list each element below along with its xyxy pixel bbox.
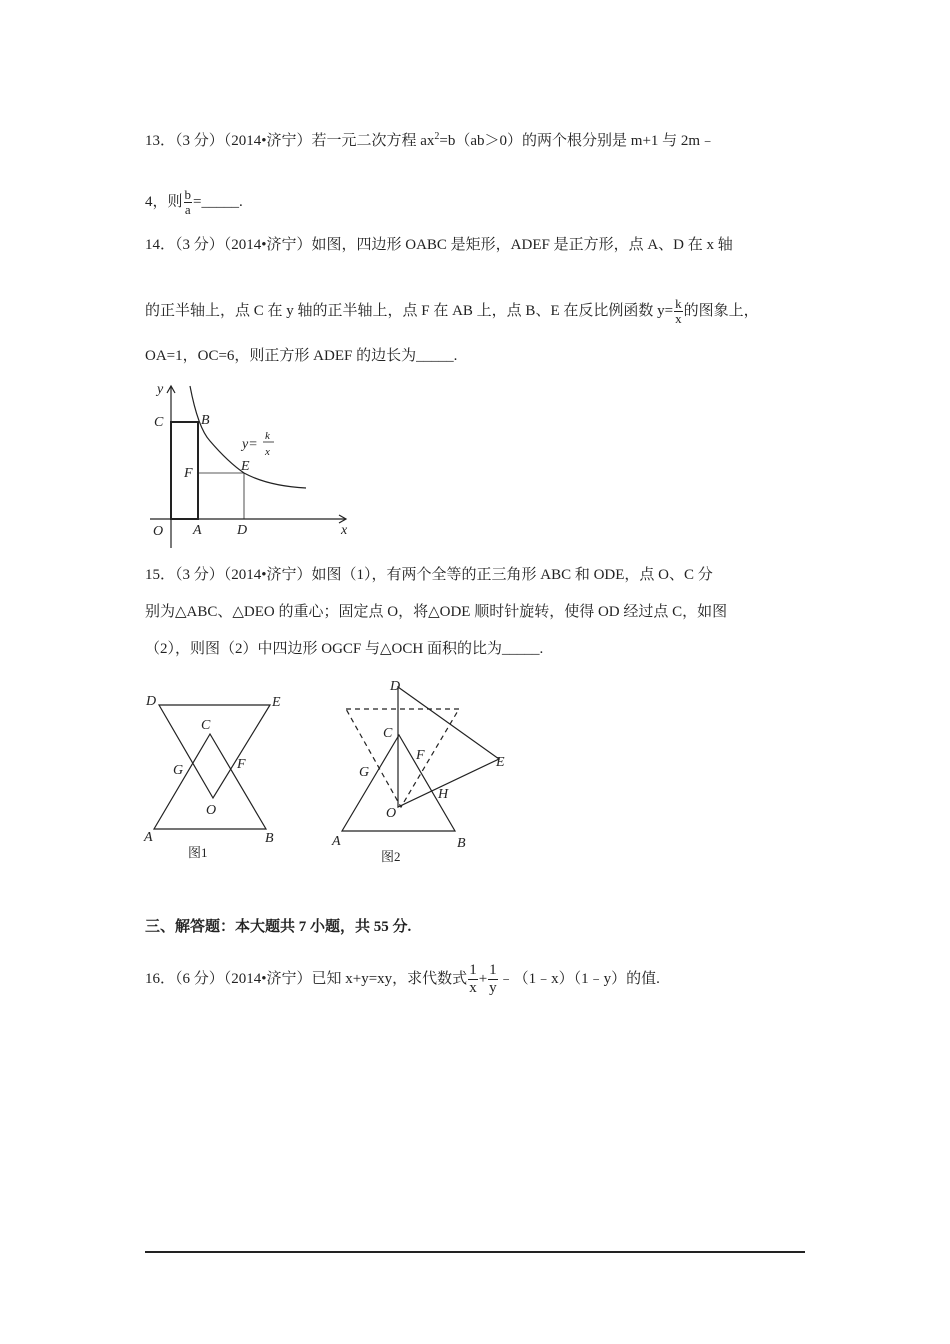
q13-exponent: 2 xyxy=(434,131,440,142)
q15-figure-2 xyxy=(325,675,525,865)
q13-answer-blank[interactable]: _____ xyxy=(201,193,239,210)
q14-line2-pre: 的正半轴上，点 C 在 y 轴的正半轴上，点 F 在 AB 上，点 B、E 在反比例函数 y= xyxy=(145,302,674,319)
q14-label-e: E xyxy=(241,459,250,474)
q13-line2-pre: 4，则 xyxy=(145,193,183,210)
q14-label-o: O xyxy=(153,524,164,539)
q15-line3 xyxy=(145,639,543,659)
q13-text-a: 13．（3 分）（2014•济宁）若一元二次方程 ax xyxy=(145,133,435,149)
q16-fraction-1-over-y xyxy=(488,962,498,997)
q16-fraction-1-over-x xyxy=(468,962,478,997)
q14-func-y: y= xyxy=(242,437,258,452)
q14-answer-blank[interactable]: _____ xyxy=(416,348,454,364)
q13-line2-post: = xyxy=(193,193,202,210)
fig2-label-h: H xyxy=(438,787,449,802)
fig1-label-e: E xyxy=(272,695,281,710)
fig2-label-a: A xyxy=(332,834,341,849)
q15-line1: 15．（3 分）（2014•济宁）如图（1），有两个全等的正三角形 ABC 和 ODE，点 O、C 分 xyxy=(145,567,713,583)
fig2-label-o: O xyxy=(386,806,397,821)
q14-label-c: C xyxy=(154,415,164,430)
q14-fraction-k-over-x xyxy=(674,297,683,326)
q14-line2 xyxy=(145,297,759,326)
fig2-label-b: B xyxy=(457,836,466,851)
q16-f1-num: 1 xyxy=(469,962,477,978)
section-3-title: 三、解答题：本大题共 7 小题，共 55 分. xyxy=(145,919,412,935)
q14-line1: 14．（3 分）（2014•济宁）如图，四边形 OABC 是矩形，ADEF 是正方形，点 A、D 在 x 轴 xyxy=(145,237,733,253)
q14-label-x: x xyxy=(341,523,348,538)
q14-line2-post: 的图象上， xyxy=(683,302,759,319)
q14-line3 xyxy=(145,346,457,366)
fig2-label-f: F xyxy=(416,748,425,763)
q15-line3-end: . xyxy=(539,641,544,657)
q14-frac-num: k xyxy=(675,296,682,311)
q14-frac-den: x xyxy=(675,311,682,326)
fig1-label-o: O xyxy=(206,803,217,818)
fig1-triangle-ode xyxy=(159,705,270,798)
q16-line xyxy=(145,962,660,997)
q14-func-k: k xyxy=(265,430,270,442)
q13-line2-end: . xyxy=(238,193,243,210)
q13-frac-num: b xyxy=(184,187,192,202)
q13-text-b: =b（ab＞0）的两个根分别是 m+1 与 2m﹣ xyxy=(439,133,716,149)
q14-figure xyxy=(140,378,360,553)
fig2-label-e: E xyxy=(496,755,505,770)
footer-rule xyxy=(145,1251,805,1253)
q14-label-d: D xyxy=(237,523,248,538)
fig1-label-g: G xyxy=(173,763,184,778)
q16-plus: + xyxy=(478,970,488,987)
q15-line2: 别为△ABC、△DEO 的重心；固定点 O，将△ODE 顺时针旋转，使得 OD 经过点 C，如图 xyxy=(145,604,728,620)
q16-f2-num: 1 xyxy=(489,962,497,978)
fig2-label-d: D xyxy=(390,679,401,694)
fig2-caption: 图2 xyxy=(381,849,401,864)
q16-f2-den: y xyxy=(489,980,497,996)
fig2-label-c: C xyxy=(383,726,393,741)
q15-line3-text: （2），则图（2）中四边形 OGCF 与△OCH 面积的比为 xyxy=(145,641,502,657)
q14-line3-end: . xyxy=(453,348,458,364)
q14-label-f: F xyxy=(184,466,193,481)
q14-label-a: A xyxy=(193,523,202,538)
fig1-label-a: A xyxy=(144,830,153,845)
q16-f1-den: x xyxy=(469,980,477,996)
q13-frac-den: a xyxy=(184,202,191,217)
fig2-triangle-ode-rotated xyxy=(398,687,499,807)
q15-figure-1 xyxy=(140,685,300,865)
q13-line1 xyxy=(145,127,715,151)
q16-post: ﹣（1﹣x）（1﹣y）的值. xyxy=(498,970,660,987)
q15-answer-blank[interactable]: _____ xyxy=(501,641,540,657)
q16-pre: 16．（6 分）（2014•济宁）已知 x+y=xy，求代数式 xyxy=(145,970,468,987)
q13-fraction-b-over-a xyxy=(184,188,193,217)
fig1-label-b: B xyxy=(265,831,274,846)
q14-func-x: x xyxy=(265,446,270,458)
fig1-caption: 图1 xyxy=(188,845,208,860)
q14-label-b: B xyxy=(201,413,210,428)
fig2-label-g: G xyxy=(359,765,370,780)
q14-label-y: y xyxy=(157,382,164,397)
fig1-label-f: F xyxy=(237,757,246,772)
fig1-label-d: D xyxy=(146,694,157,709)
q14-line3-text: OA=1，OC=6，则正方形 ADEF 的边长为 xyxy=(145,348,417,364)
fig1-label-c: C xyxy=(201,718,211,733)
q13-line2 xyxy=(145,188,243,217)
